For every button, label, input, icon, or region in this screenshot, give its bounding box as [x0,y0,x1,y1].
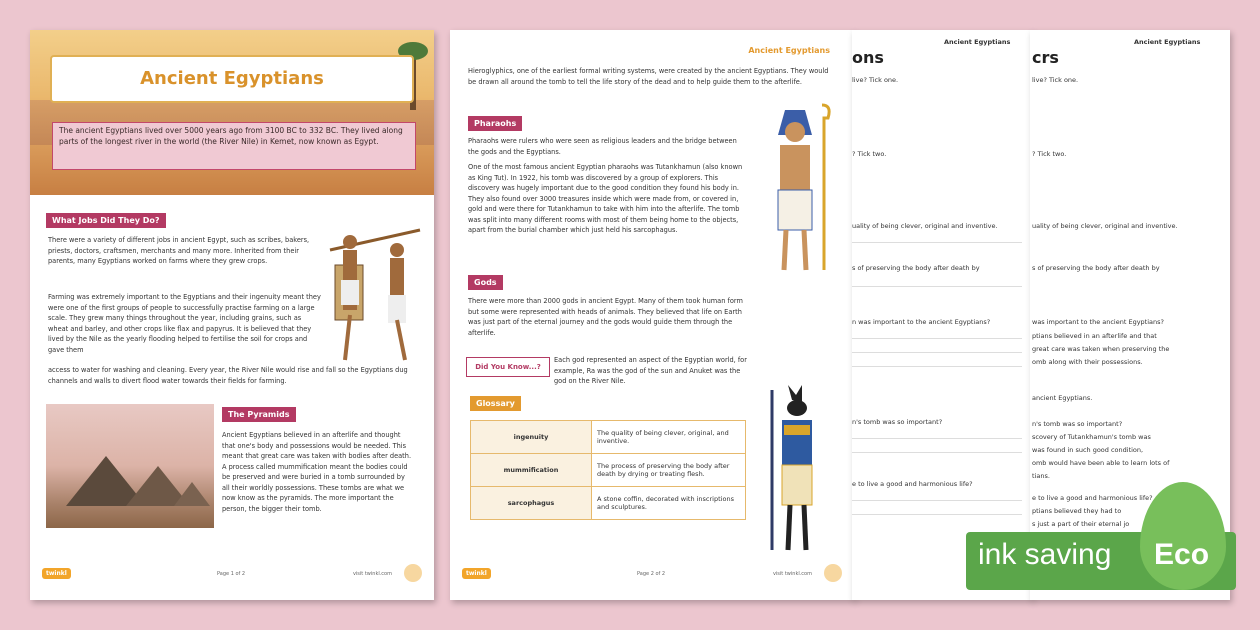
sheet-heading: crs [1032,48,1059,67]
footer-url[interactable]: visit twinkl.com [772,571,812,577]
answer-line [852,452,1022,453]
did-you-know-label: Did You Know...? [466,357,550,377]
glossary-row [471,454,746,487]
twinkl-logo: twinkl [462,568,491,579]
jobs-text-1: There were a variety of different jobs in ancient Egypt, such as scribes, bakers, priests, doctors, craftsmen, merchants and many more. Inherited from their parents, many Egyptians worked on farms where they grew crops. [48,236,310,265]
quality-badge-icon [824,564,842,582]
twinkl-logo: twinkl [42,568,71,579]
question-line: e to live a good and harmonious life? [852,480,973,488]
info-sheet-page-1 [30,30,434,600]
answer-line-text: e to live a good and harmonious life? [1032,494,1153,502]
question-line: live? Tick one. [852,76,899,84]
pharaohs-text-1: Pharaohs were rulers who were seen as religious leaders and the bridge between the gods and the Egyptians. [468,137,737,156]
glossary-definition: The process of preserving the body after death by drying or treating flesh. [592,454,746,487]
answer-line-text: was found in such good condition, [1032,446,1144,454]
info-sheet-page-2 [450,30,854,600]
glossary-table [470,420,746,520]
glossary-term: ingenuity [471,421,592,454]
jobs-text-2: Farming was extremely important to the Egyptians and their ingenuity meant they were one of the first groups of people to successfully practise farming on a large scale. They grew many things throughout the year, including grains, such as wheat and barley, and other crops like flax and papyrus. It is believed that they lived by the Nile as the yearly flooding helped to fertilise the soil for crops and gave them [48,293,321,354]
hieroglyphics-text: Hieroglyphics, one of the earliest formal writing systems, were created by the ancient Egyptians. They would be drawn all around the tomb to tell the life story of the dead and to help guide them to the afterlife. [468,67,829,86]
answer-line-text: great care was taken when preserving the [1032,345,1170,353]
question-sheet-page [852,30,1032,600]
anubis-illustration [752,380,842,555]
pyramids-heading: The Pyramids [222,407,296,422]
running-head: Ancient Egyptians [1134,38,1201,46]
running-head: Ancient Egyptians [748,46,830,55]
pharaohs-text-2: One of the most famous ancient Egyptian pharaohs was Tutankhamun (also known as King Tut). In 1922, his tomb was discovered by a group of explorers. This discovery was hugely important due to the good condition they found his body in. They also found over 3000 treasures inside which were made from, or covered in, gold and were there for Tutankhamun to take with him into the afterlife. The tomb was split into many different rooms with most of them being home to the objects, apart from the burial chamber which just held his sarcophagus. [468,163,743,234]
answer-line [852,438,1022,439]
answer-line [852,352,1022,353]
glossary-definition: The quality of being clever, original, and inventive. [592,421,746,454]
glossary-row [471,421,746,454]
intro-text: The ancient Egyptians lived over 5000 years ago from 3100 BC to 332 BC. They lived along parts of the longest river in the world (the River Nile) in Kemet, now known as Egypt. [52,122,416,170]
answer-line-text: was important to the ancient Egyptians? [1032,318,1164,326]
question-line: uality of being clever, original and inventive. [852,222,998,230]
answer-line-text: ptians believed in an afterlife and that [1032,332,1157,340]
answer-line [852,514,1022,515]
page-title: Ancient Egyptians [50,55,414,103]
page-number: Page 1 of 2 [217,571,246,577]
answer-line [852,338,1022,339]
answer-line-text: ? Tick two. [1032,150,1067,158]
farmers-illustration [325,220,425,365]
page-footer [42,568,422,582]
answer-line-text: uality of being clever, original and inventive. [1032,222,1178,230]
glossary-row [471,487,746,520]
answer-line-text: omb along with their possessions. [1032,358,1143,366]
ink-saving-label: ink saving [978,538,1112,571]
answer-line-text: scovery of Tutankhamun's tomb was [1032,433,1151,441]
footer-url[interactable]: visit twinkl.com [352,571,392,577]
jobs-heading: What Jobs Did They Do? [46,213,166,228]
page-footer [462,568,842,582]
sheet-heading: ons [852,48,884,67]
answer-line-text: ancient Egyptians. [1032,394,1093,402]
question-line: n was important to the ancient Egyptians? [852,318,991,326]
answer-line-text: live? Tick one. [1032,76,1079,84]
answer-line-text: tians. [1032,472,1050,480]
answer-line [852,500,1022,501]
gods-text: There were more than 2000 gods in ancient Egypt. Many of them took human form but some were represented with heads of animals. They believed that life on Earth was just part of the eternal journey and the gods would guide them through the afterlife. [468,297,743,337]
answer-line-text: n's tomb was so important? [1032,420,1123,428]
question-line: s of preserving the body after death by [852,264,980,272]
jobs-text-3: access to water for washing and cleaning. Every year, the River Nile would rise and fall so the Egyptians dug channels and walls to divert flood water towards their fields for farming. [48,366,408,385]
answer-line [852,366,1022,367]
pharaohs-heading: Pharaohs [468,116,522,131]
pharaoh-illustration [750,100,840,275]
glossary-term: sarcophagus [471,487,592,520]
page-number: Page 2 of 2 [637,571,666,577]
pyramid-small [174,482,210,506]
eco-label: Eco [1154,538,1210,571]
glossary-definition: A stone coffin, decorated with inscriptions and sculptures. [592,487,746,520]
running-head: Ancient Egyptians [944,38,1011,46]
answer-line-text: s of preserving the body after death by [1032,264,1160,272]
answer-line [852,286,1022,287]
answer-line [852,242,1022,243]
glossary-term: mummification [471,454,592,487]
answer-line-text: omb would have been able to learn lots of [1032,459,1170,467]
gods-heading: Gods [468,275,503,290]
quality-badge-icon [404,564,422,582]
answer-line-text: s just a part of their eternal jo [1032,520,1130,528]
question-line: ? Tick two. [852,150,887,158]
pyramids-photo [46,404,214,528]
did-you-know-text: Each god represented an aspect of the Egyptian world, for example, Ra was the god of the sun and Anuket was the god on the River Nile. [554,356,747,385]
question-line: n's tomb was so important? [852,418,943,426]
glossary-heading: Glossary [470,396,521,411]
pyramids-text: Ancient Egyptians believed in an afterlife and thought that one's body and possessions would be needed. This meant that great care was taken with bodies after death. A process called mummification meant the bodies could be preserved and were buried in a tomb surrounded by all their worldly possessions. These tombs are what we now know as the pyramids. The more important the person, the bigger their tomb. [222,431,412,513]
answer-line-text: ptians believed they had to [1032,507,1122,515]
